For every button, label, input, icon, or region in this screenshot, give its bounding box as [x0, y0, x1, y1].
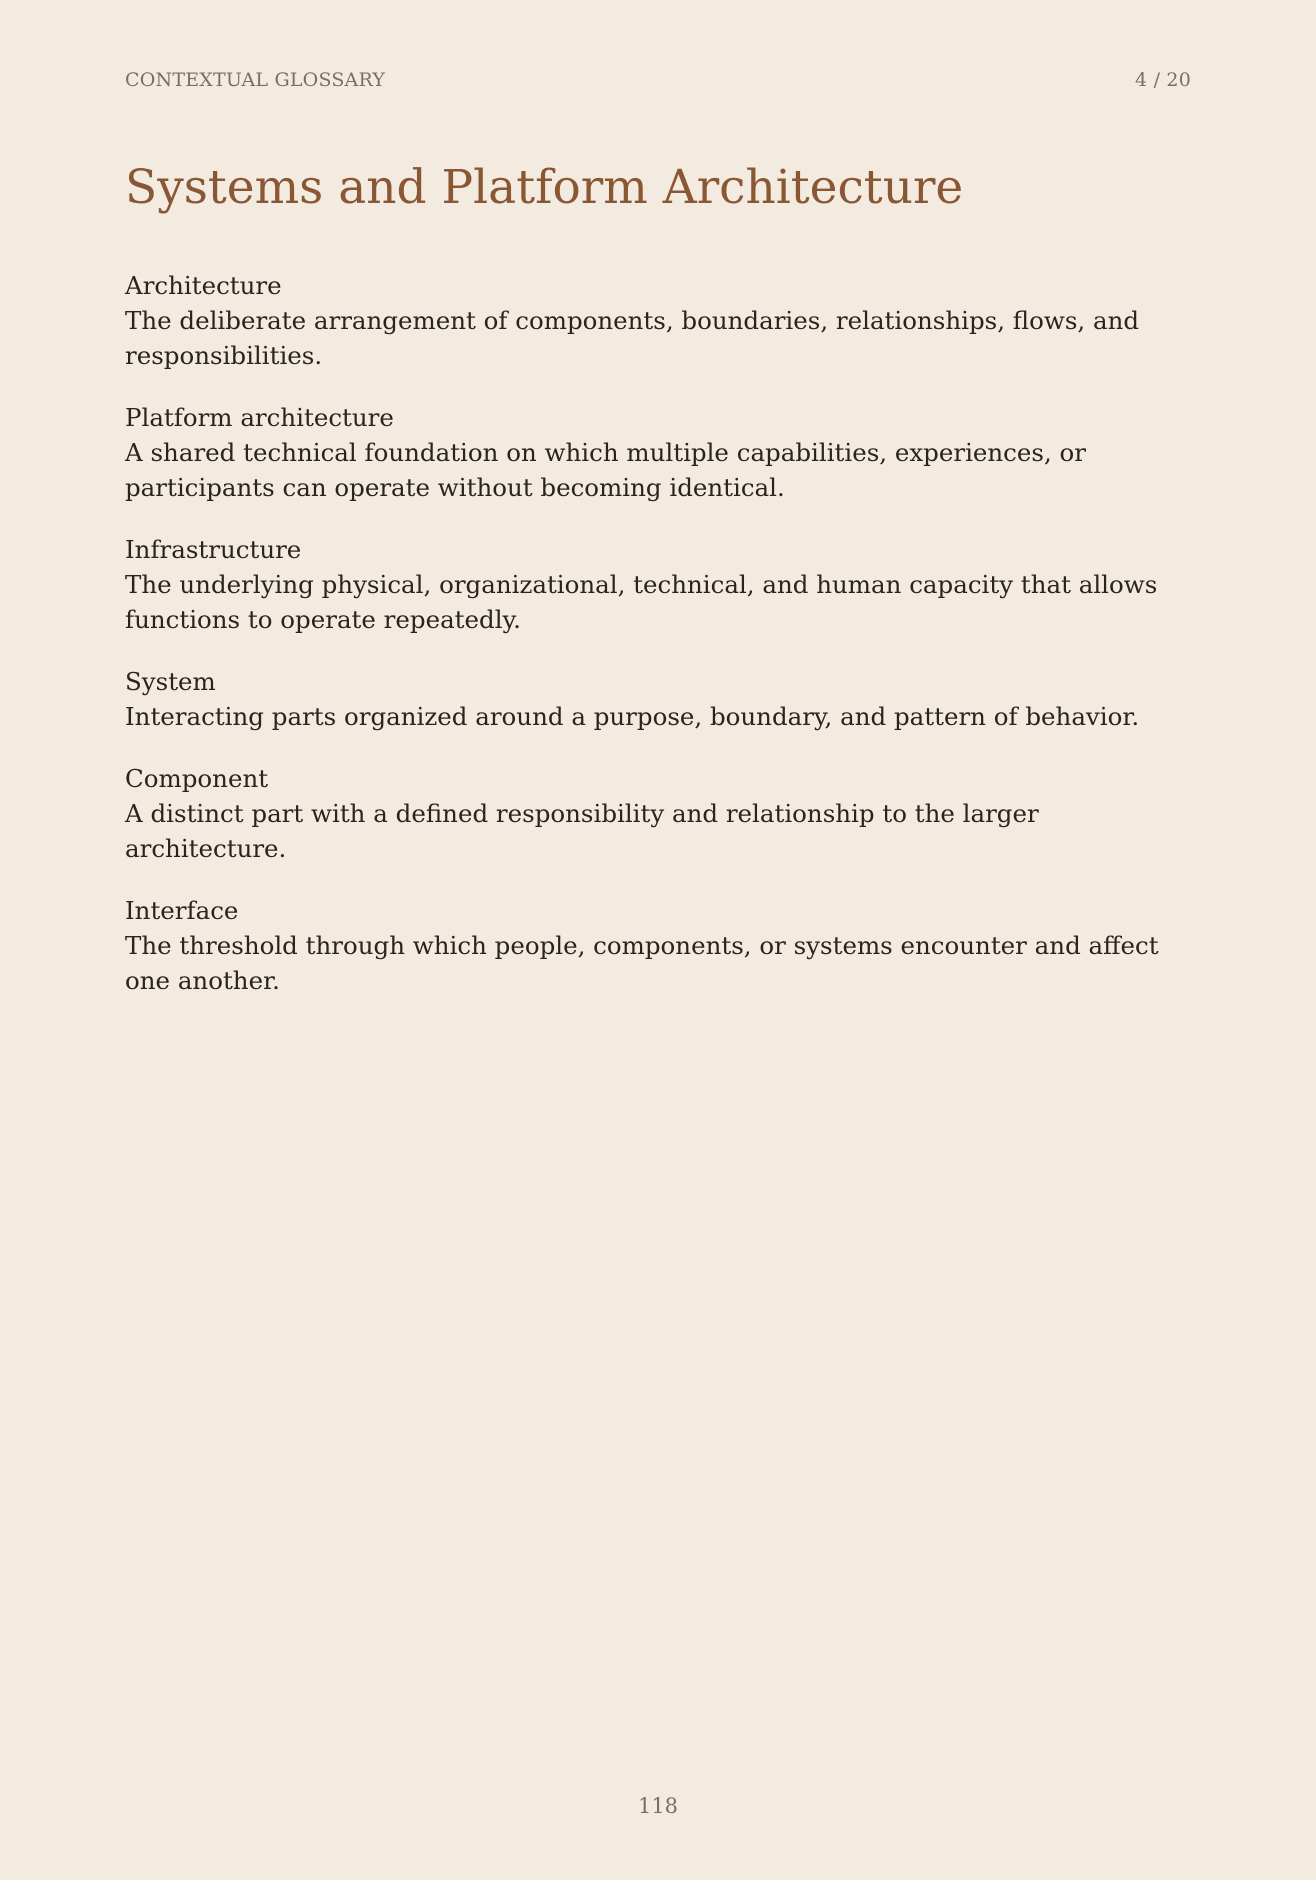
glossary-term: Architecture: [125, 271, 282, 300]
glossary-definition: The threshold through which people, components, or systems encounter and affect one another.: [125, 931, 1159, 995]
glossary-definition: Interacting parts organized around a purpose, boundary, and pattern of behavior.: [125, 702, 1140, 731]
glossary-term: Platform architecture: [125, 403, 394, 432]
running-header: [125, 69, 1191, 91]
glossary-term: Infrastructure: [125, 535, 302, 564]
glossary-entry: [125, 664, 1195, 734]
glossary-entry: [125, 400, 1195, 505]
glossary-term: Interface: [125, 896, 239, 925]
glossary-definition: A shared technical foundation on which multiple capabilities, experiences, or participants can operate without becoming identical.: [125, 438, 1087, 502]
glossary-entry: [125, 268, 1195, 373]
section-progress: 4 / 20: [1135, 69, 1191, 91]
section-label: CONTEXTUAL GLOSSARY: [125, 69, 386, 91]
page-number: 118: [637, 1794, 679, 1818]
page-title: Systems and Platform Architecture: [125, 160, 964, 215]
glossary-term: Component: [125, 764, 269, 793]
glossary-entry: [125, 761, 1195, 866]
glossary-definition: The underlying physical, organizational, technical, and human capacity that allows functions to operate repeatedly.: [125, 570, 1158, 634]
glossary-entry: [125, 532, 1195, 637]
glossary-definition: The deliberate arrangement of components, boundaries, relationships, flows, and responsibilities.: [125, 306, 1140, 370]
glossary-definition: A distinct part with a defined responsibility and relationship to the larger architecture.: [125, 799, 1039, 863]
glossary-term: System: [125, 667, 216, 696]
glossary-entries: [125, 268, 1195, 1025]
glossary-entry: [125, 893, 1195, 998]
